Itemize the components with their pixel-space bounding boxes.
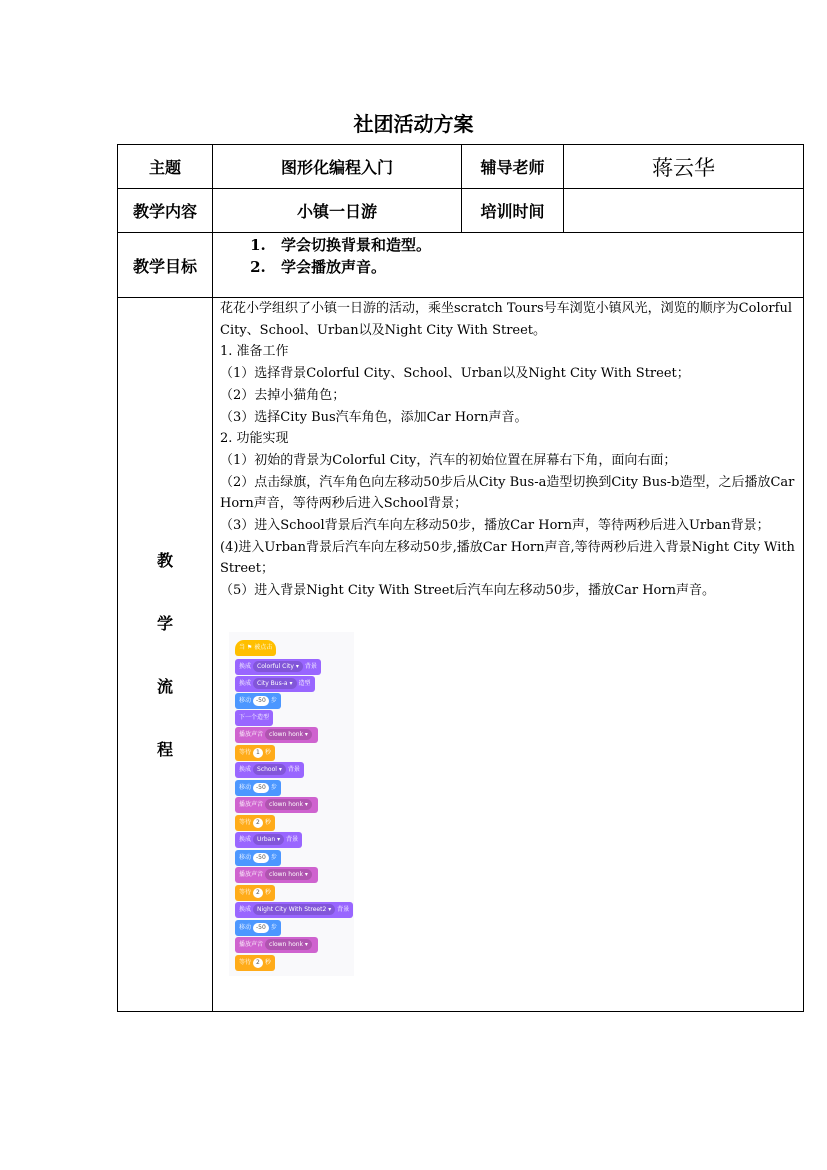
switch-backdrop-block: 换成 Urban ▾ 背景 xyxy=(235,832,302,848)
flow-paragraph: （1）选择背景Colorful City、School、Urban以及Night City With Street； xyxy=(220,366,690,382)
content-label: 教学内容 xyxy=(118,189,213,233)
plan-table xyxy=(117,144,804,1012)
play-sound-block: 播放声音 clown honk ▾ xyxy=(235,937,318,953)
switch-backdrop-block: 换成 Night City With Street2 ▾ 背景 xyxy=(235,902,353,918)
goal-item: 1. 学会切换背景和造型。 xyxy=(271,234,803,256)
flow-paragraph: （3）选择City Bus汽车角色，添加Car Horn声音。 xyxy=(220,409,528,425)
teacher-value: 蒋云华 xyxy=(564,145,804,189)
flow-label-char: 流 xyxy=(156,676,173,696)
topic-label: 主题 xyxy=(118,145,213,189)
switch-backdrop-block: 换成 Colorful City ▾ 背景 xyxy=(235,659,321,675)
topic-value: 图形化编程入门 xyxy=(213,145,462,189)
goal-item: 2. 学会播放声音。 xyxy=(271,256,803,278)
row-topic xyxy=(118,145,804,189)
flow-paragraph: （5）进入背景Night City With Street后汽车向左移动50步，播放Car Horn声音。 xyxy=(220,583,715,599)
flow-paragraph: 1. 准备工作 xyxy=(220,344,289,360)
play-sound-block: 播放声音 clown honk ▾ xyxy=(235,797,318,813)
flow-paragraph: （1）初始的背景为Colorful City，汽车的初始位置在屏幕右下角，面向右面； xyxy=(220,452,677,468)
switch-backdrop-block: 换成 School ▾ 背景 xyxy=(235,762,304,778)
flow-paragraph: （3）进入School背景后汽车向左移动50步，播放Car Horn声，等待两秒后进入Urban背景； xyxy=(220,518,770,534)
row-content xyxy=(118,189,804,233)
time-label: 培训时间 xyxy=(462,189,564,233)
next-costume-block: 下一个造型 xyxy=(235,710,273,726)
flow-cell xyxy=(213,298,804,1012)
when-flag-clicked-block: 当 ⚑ 被点击 xyxy=(235,640,276,656)
content-value: 小镇一日游 xyxy=(213,189,462,233)
play-sound-block: 播放声音 clown honk ▾ xyxy=(235,867,318,883)
wait-block: 等待 2 秒 xyxy=(235,955,275,971)
wait-block: 等待 2 秒 xyxy=(235,885,275,901)
flow-paragraph: (4)进入Urban背景后汽车向左移动50步,播放Car Horn声音,等待两秒后进入背景Night City With Street； xyxy=(220,539,795,577)
move-steps-block: 移动 -50 步 xyxy=(235,850,281,866)
goals-cell xyxy=(213,233,804,298)
flow-paragraph: 2. 功能实现 xyxy=(220,431,289,447)
wait-block: 等待 1 秒 xyxy=(235,745,275,761)
goals-label: 教学目标 xyxy=(118,233,213,298)
play-sound-block: 播放声音 clown honk ▾ xyxy=(235,727,318,743)
flow-label xyxy=(118,298,213,1012)
scratch-code-image xyxy=(229,632,354,976)
move-steps-block: 移动 -50 步 xyxy=(235,693,281,709)
row-goals xyxy=(118,233,804,298)
row-flow xyxy=(118,298,804,1012)
wait-block: 等待 2 秒 xyxy=(235,815,275,831)
move-steps-block: 移动 -50 步 xyxy=(235,920,281,936)
flow-paragraph: 花花小学组织了小镇一日游的活动，乘坐scratch Tours号车浏览小镇风光，浏览的顺序为Colorful City、School、Urban以及Night City With Street。 xyxy=(220,301,792,338)
flow-label-char: 教 xyxy=(156,550,173,570)
page-title: 社团活动方案 xyxy=(353,112,474,136)
teacher-label: 辅导老师 xyxy=(462,145,564,189)
flow-paragraph: （2）点击绿旗，汽车角色向左移动50步后从City Bus-a造型切换到City Bus-b造型，之后播放Car Horn声音，等待两秒后进入School背景； xyxy=(220,474,795,512)
move-steps-block: 移动 -50 步 xyxy=(235,780,281,796)
flow-paragraph: （2）去掉小猫角色； xyxy=(220,387,346,403)
switch-costume-block: 换成 City Bus-a ▾ 造型 xyxy=(235,676,315,692)
flow-label-char: 学 xyxy=(156,613,173,633)
time-value xyxy=(564,189,804,233)
flow-label-char: 程 xyxy=(156,739,173,759)
